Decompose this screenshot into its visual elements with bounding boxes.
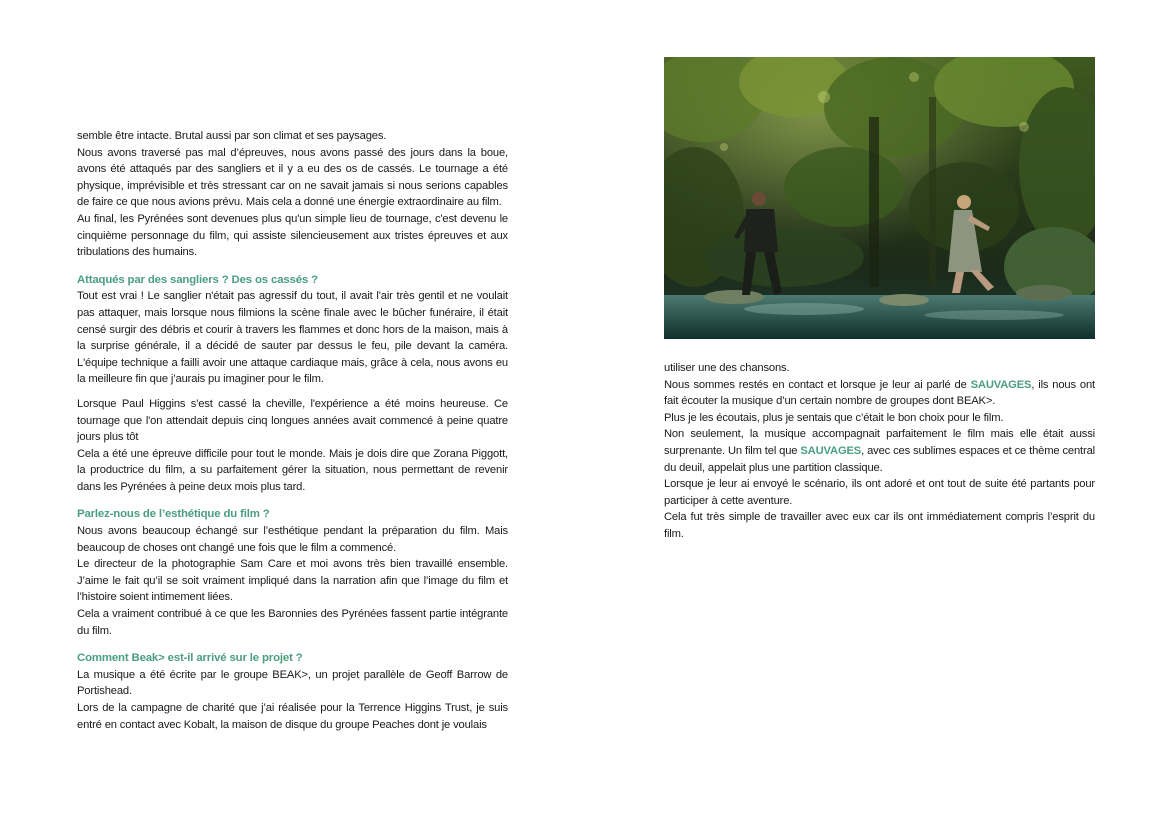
section-heading-esthetique: Parlez-nous de l’esthétique du film ?: [77, 508, 270, 521]
music-paragraph-6: Cela fut très simple de travailler avec eux car ils ont immédiatement compris l’esprit du film.: [664, 511, 1095, 540]
music-paragraph-5: Lorsque je leur ai envoyé le scénario, ils ont adoré et ont tout de suite été partants pour participer à cette aventure.: [664, 478, 1095, 507]
sangliers-paragraph-2: Lorsque Paul Higgins s'est cassé la cheville, l'expérience a été moins heureuse. Ce tournage que l'on attendait depuis cinq longues années avait commencé à peine quatre jours plus tôt: [77, 397, 508, 444]
intro-paragraph-1: semble être intacte. Brutal aussi par son climat et ses paysages.: [77, 130, 387, 142]
intro-paragraph-2: Nous avons traversé pas mal d’épreuves, nous avons passé des jours dans la boue, avons été attaqués par des sangliers et il y a eu des os de cassés. Le tournage a été physique, imprévisible et très stressant car on ne savait jamais si nous serions capables de faire ce que nous avions prévu. Mais cela a donné une énergie extraordinaire au film.: [77, 146, 508, 209]
section-heading-sangliers: Attaqués par des sangliers ? Des os cassés ?: [77, 273, 318, 286]
esthetique-paragraph-2: Le directeur de la photographie Sam Care et moi avons très bien travaillé ensemble. J’aime le fait qu’il se soit vraiment impliqué dans la narration afin que l’image du film et l’histoire soient intimement liées.: [77, 558, 508, 604]
section-heading-beak: Comment Beak> est-il arrivé sur le projet ?: [77, 652, 303, 665]
music-paragraph-2-end: , ils nous ont fait écouter la musique d’un certain nombre de groupes dont BEAK>.: [664, 378, 1095, 408]
esthetique-paragraph-3: Cela a vraiment contribué à ce que les Baronnies des Pyrénées fassent partie intégrante du film.: [77, 608, 508, 637]
music-paragraph-2-start: Nous sommes restés en contact et lorsque je leur ai parlé de: [664, 378, 971, 391]
music-paragraph-2: [664, 377, 1095, 410]
music-paragraph-1: utiliser une des chansons.: [664, 362, 790, 374]
sangliers-paragraph-1: Tout est vrai ! Le sanglier n'était pas agressif du tout, il avait l'air très gentil et ne voulait pas attaquer, mais lorsque nous filmions la scène finale avec le bûcher funéraire, il était censé surgir des débris et courir à travers les flammes et donc hors de la maison, mais à la surprise générale, il a décidé de sauter par dessus le feu, pile devant la caméra. L'équipe technique a failli avoir une attaque cardiaque mais, grâce à cela, nous avons eu la meilleure fin que j’aurais pu imaginer pour le film.: [77, 290, 508, 386]
music-paragraph-3: Plus je les écoutais, plus je sentais que c’était le bon choix pour le film.: [664, 411, 1004, 424]
film-still-photo: [664, 57, 1095, 339]
music-paragraph-4-start: Non seulement, la musique accompagnait parfaitement le film mais elle était aussi surprenante. Un film tel que: [664, 428, 1095, 457]
right-text-column: [664, 360, 1095, 543]
film-title-highlight: SAUVAGES: [970, 378, 1032, 391]
intro-paragraph-3: Au final, les Pyrénées sont devenues plus qu'un simple lieu de tournage, c'est devenu le cinquième personnage du film, qui assiste silencieusement aux tristes épreuves et aux tribulations des humains.: [77, 212, 508, 259]
music-paragraph-4-end: , avec ces sublimes espaces et ce thème central du deuil, appelait plus une partition classique.: [664, 444, 1095, 474]
beak-paragraph-1: La musique a été écrite par le groupe BEAK>, un projet parallèle de Geoff Barrow de Portishead.: [77, 668, 508, 698]
film-title-highlight: SAUVAGES: [800, 444, 862, 457]
music-paragraph-4: [664, 426, 1095, 476]
esthetique-paragraph-1: Nous avons beaucoup échangé sur l’esthétique pendant la préparation du film. Mais beaucoup de choses ont changé une fois que le film a commencé.: [77, 525, 508, 554]
sangliers-paragraph-3: Cela a été une épreuve difficile pour tout le monde. Mais je dois dire que Zorana Piggott, la productrice du film, a su parfaitement gérer la situation, nous permettant de revenir dans les Pyrénées à peine deux mois plus tard.: [77, 447, 508, 493]
left-text-column: [77, 128, 508, 733]
beak-paragraph-2: Lors de la campagne de charité que j’ai réalisée pour la Terrence Higgins Trust, je suis entré en contact avec Kobalt, la maison de disque du groupe Peaches dont je voulais: [77, 702, 508, 731]
